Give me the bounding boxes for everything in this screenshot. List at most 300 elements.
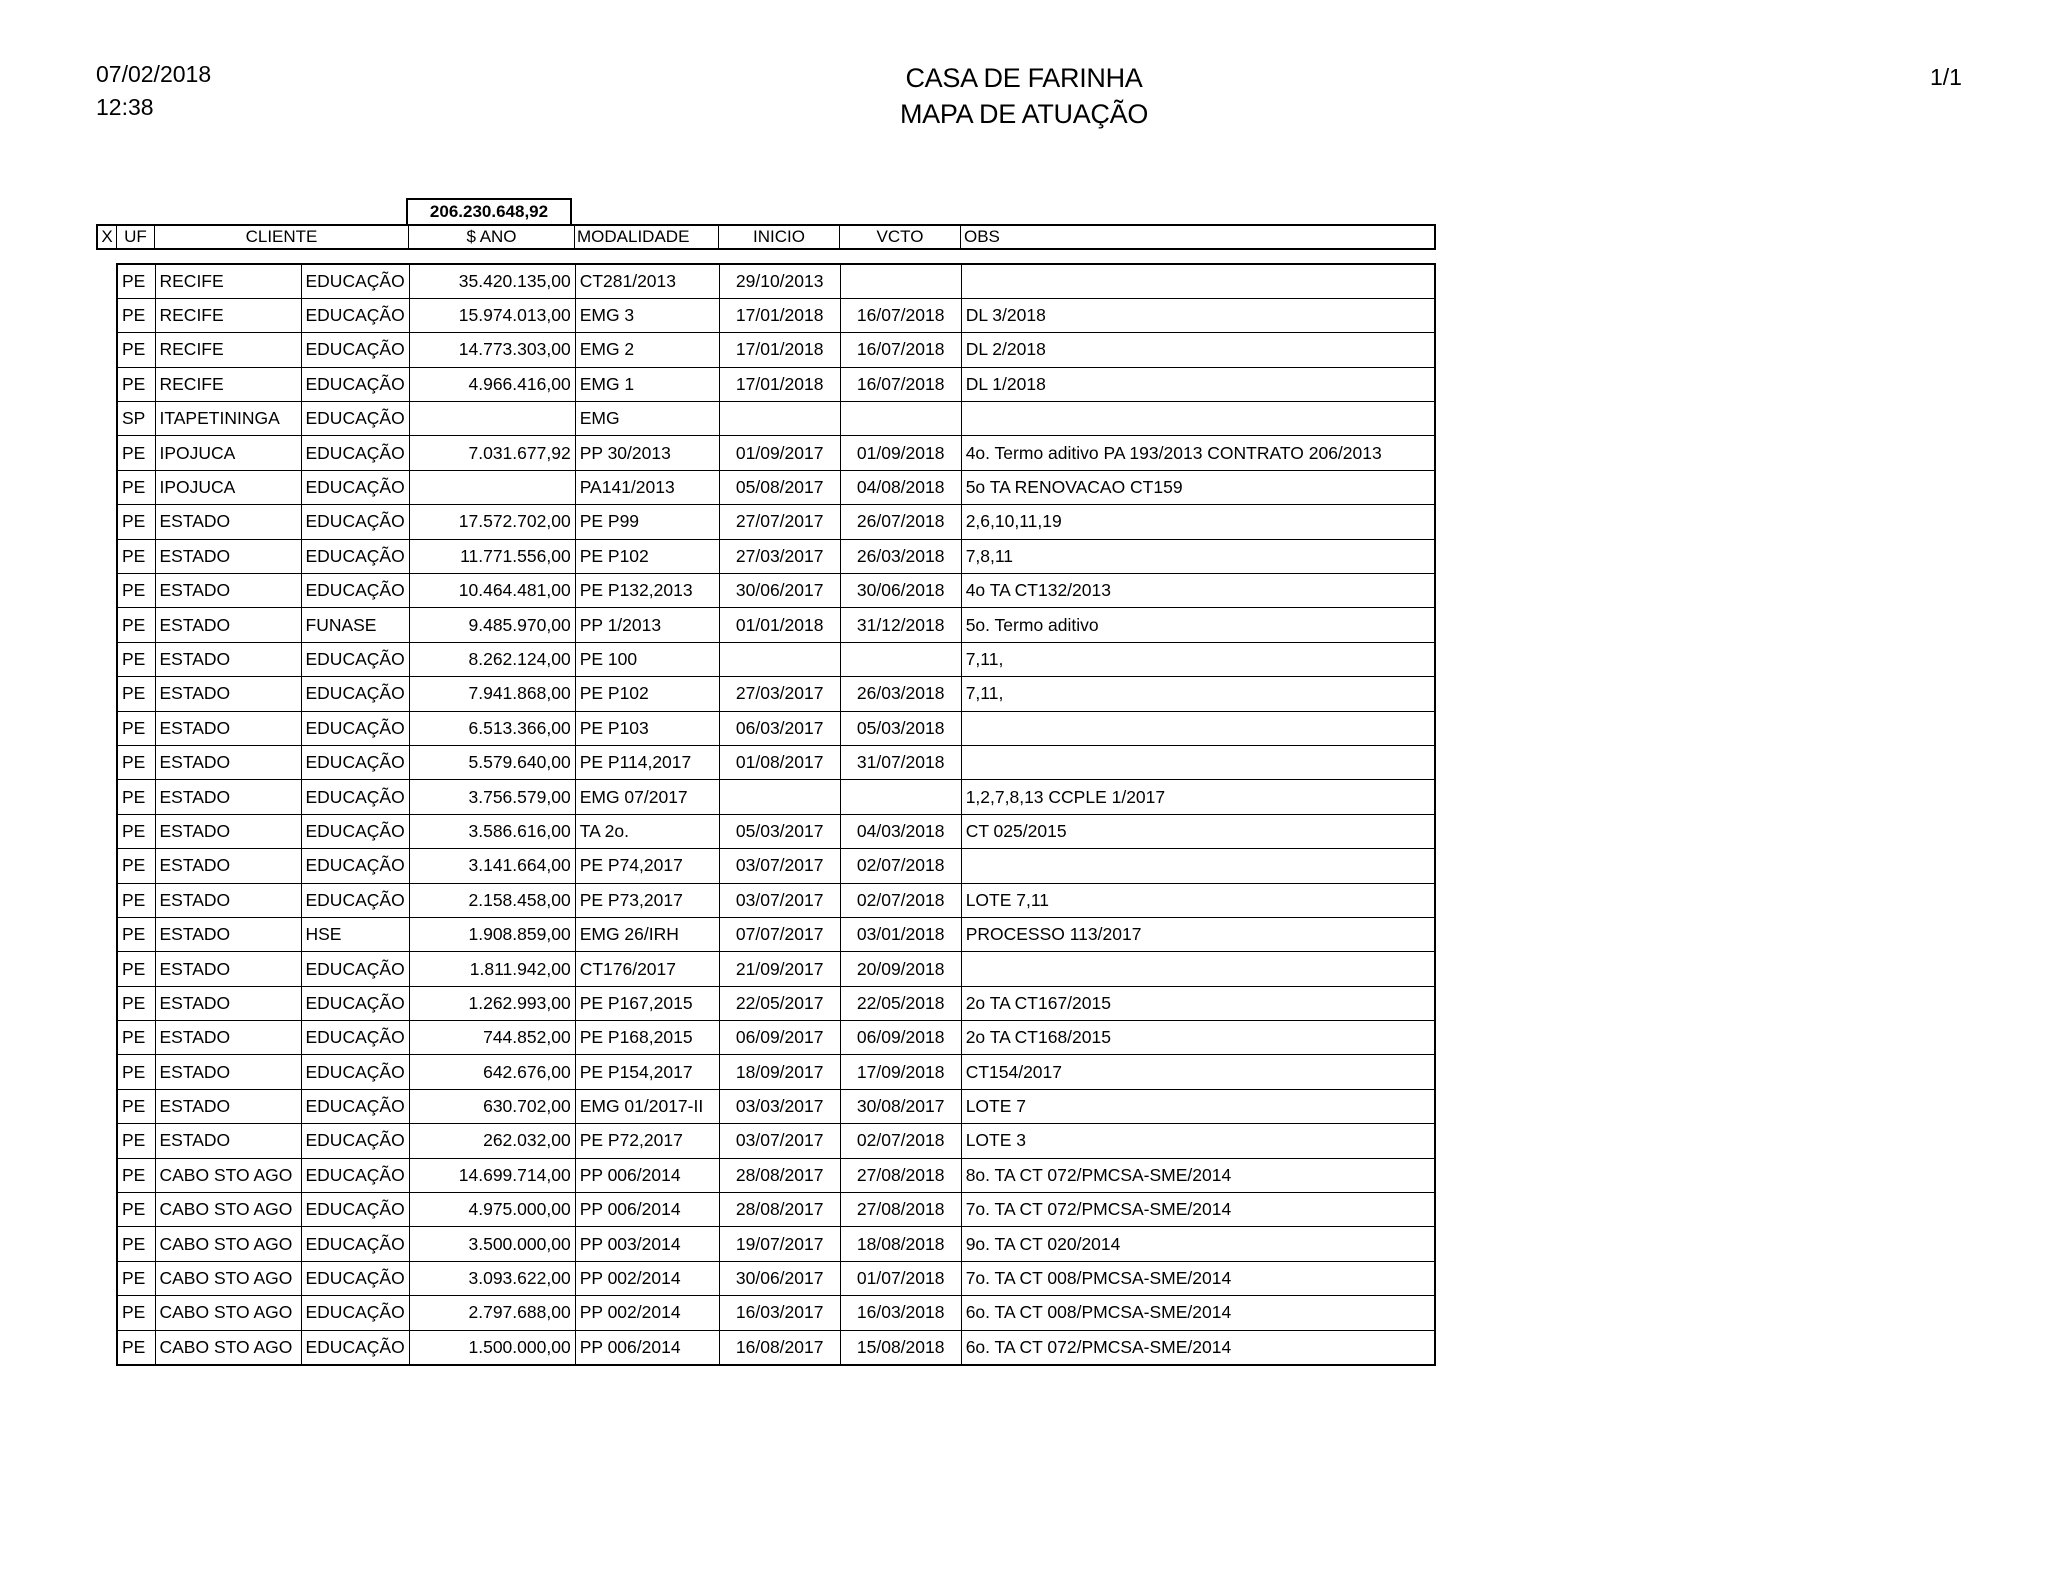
cell-vcto — [840, 402, 961, 436]
cell-uf: PE — [117, 814, 155, 848]
column-header-row — [96, 224, 1436, 250]
cell-obs: PROCESSO 113/2017 — [961, 917, 1435, 951]
cell-uf: PE — [117, 745, 155, 779]
cell-uf: PE — [117, 470, 155, 504]
cell-ano: 8.262.124,00 — [409, 642, 575, 676]
cell-uf: PE — [117, 1193, 155, 1227]
cell-inicio: 05/03/2017 — [719, 814, 840, 848]
cell-cliente: ESTADO — [155, 849, 301, 883]
cell-inicio: 30/06/2017 — [719, 574, 840, 608]
cell-vcto — [840, 780, 961, 814]
col-header-inicio: INICIO — [718, 226, 839, 248]
cell-inicio: 01/09/2017 — [719, 436, 840, 470]
atuacao-table — [116, 263, 1436, 1366]
table-row — [117, 264, 1435, 298]
cell-obs: DL 1/2018 — [961, 367, 1435, 401]
cell-ano: 14.773.303,00 — [409, 333, 575, 367]
cell-inicio: 01/08/2017 — [719, 745, 840, 779]
cell-modalidade: PE P132,2013 — [575, 574, 719, 608]
cell-modalidade: PP 002/2014 — [575, 1261, 719, 1295]
table-row — [117, 1055, 1435, 1089]
cell-ano: 35.420.135,00 — [409, 264, 575, 298]
cell-uf: PE — [117, 952, 155, 986]
cell-setor: EDUCAÇÃO — [301, 1296, 409, 1330]
cell-obs: 2,6,10,11,19 — [961, 505, 1435, 539]
cell-vcto: 26/07/2018 — [840, 505, 961, 539]
cell-vcto: 18/08/2018 — [840, 1227, 961, 1261]
cell-ano: 4.975.000,00 — [409, 1193, 575, 1227]
cell-vcto: 31/12/2018 — [840, 608, 961, 642]
cell-cliente: CABO STO AGO — [155, 1261, 301, 1295]
cell-modalidade: PP 003/2014 — [575, 1227, 719, 1261]
cell-modalidade: EMG 1 — [575, 367, 719, 401]
cell-uf: PE — [117, 1089, 155, 1123]
cell-vcto: 16/07/2018 — [840, 367, 961, 401]
cell-modalidade: PE P103 — [575, 711, 719, 745]
table-row — [117, 1330, 1435, 1364]
cell-setor: EDUCAÇÃO — [301, 952, 409, 986]
table-row — [117, 1021, 1435, 1055]
cell-vcto: 05/03/2018 — [840, 711, 961, 745]
cell-cliente: ESTADO — [155, 814, 301, 848]
cell-modalidade: PE P167,2015 — [575, 986, 719, 1020]
cell-setor: EDUCAÇÃO — [301, 505, 409, 539]
cell-ano: 2.797.688,00 — [409, 1296, 575, 1330]
cell-uf: PE — [117, 677, 155, 711]
col-header-modalidade: MODALIDADE — [574, 226, 718, 248]
cell-obs: LOTE 7 — [961, 1089, 1435, 1123]
cell-obs — [961, 745, 1435, 779]
cell-ano: 630.702,00 — [409, 1089, 575, 1123]
table-row — [117, 780, 1435, 814]
cell-vcto: 02/07/2018 — [840, 883, 961, 917]
cell-vcto: 04/08/2018 — [840, 470, 961, 504]
report-subtitle: MAPA DE ATUAÇÃO — [899, 99, 1149, 129]
cell-vcto: 17/09/2018 — [840, 1055, 961, 1089]
cell-inicio: 29/10/2013 — [719, 264, 840, 298]
table-row — [117, 986, 1435, 1020]
cell-cliente: ITAPETININGA — [155, 402, 301, 436]
cell-cliente: ESTADO — [155, 952, 301, 986]
cell-cliente: CABO STO AGO — [155, 1158, 301, 1192]
cell-ano: 1.262.993,00 — [409, 986, 575, 1020]
cell-cliente: CABO STO AGO — [155, 1296, 301, 1330]
cell-uf: PE — [117, 917, 155, 951]
cell-inicio: 07/07/2017 — [719, 917, 840, 951]
cell-modalidade: PP 006/2014 — [575, 1158, 719, 1192]
cell-obs: 7,11, — [961, 677, 1435, 711]
cell-obs: 4o. Termo aditivo PA 193/2013 CONTRATO 206/2013 — [961, 436, 1435, 470]
col-header-ano: $ ANO — [408, 226, 574, 248]
cell-setor: EDUCAÇÃO — [301, 574, 409, 608]
cell-inicio: 03/07/2017 — [719, 849, 840, 883]
cell-obs: 7o. TA CT 072/PMCSA-SME/2014 — [961, 1193, 1435, 1227]
cell-ano: 5.579.640,00 — [409, 745, 575, 779]
cell-inicio: 17/01/2018 — [719, 367, 840, 401]
cell-ano: 17.572.702,00 — [409, 505, 575, 539]
cell-modalidade: PP 1/2013 — [575, 608, 719, 642]
cell-modalidade: PE P72,2017 — [575, 1124, 719, 1158]
cell-inicio: 28/08/2017 — [719, 1158, 840, 1192]
table-row — [117, 883, 1435, 917]
report-time: 12:38 — [96, 94, 154, 120]
cell-inicio: 30/06/2017 — [719, 1261, 840, 1295]
cell-uf: PE — [117, 1296, 155, 1330]
cell-cliente: CABO STO AGO — [155, 1227, 301, 1261]
cell-uf: PE — [117, 711, 155, 745]
cell-inicio — [719, 402, 840, 436]
cell-inicio: 18/09/2017 — [719, 1055, 840, 1089]
table-row — [117, 814, 1435, 848]
cell-modalidade: EMG 01/2017-II — [575, 1089, 719, 1123]
cell-setor: EDUCAÇÃO — [301, 780, 409, 814]
cell-setor: EDUCAÇÃO — [301, 1330, 409, 1364]
cell-ano: 1.908.859,00 — [409, 917, 575, 951]
cell-modalidade: PE P73,2017 — [575, 883, 719, 917]
cell-cliente: ESTADO — [155, 677, 301, 711]
cell-modalidade: EMG 26/IRH — [575, 917, 719, 951]
cell-modalidade: PP 002/2014 — [575, 1296, 719, 1330]
table-row — [117, 298, 1435, 332]
cell-ano — [409, 402, 575, 436]
cell-obs: 6o. TA CT 072/PMCSA-SME/2014 — [961, 1330, 1435, 1364]
cell-ano: 6.513.366,00 — [409, 711, 575, 745]
cell-vcto: 02/07/2018 — [840, 849, 961, 883]
cell-vcto: 30/08/2017 — [840, 1089, 961, 1123]
cell-cliente: ESTADO — [155, 780, 301, 814]
cell-inicio: 22/05/2017 — [719, 986, 840, 1020]
cell-inicio — [719, 642, 840, 676]
cell-ano: 1.811.942,00 — [409, 952, 575, 986]
cell-ano: 3.756.579,00 — [409, 780, 575, 814]
cell-obs — [961, 264, 1435, 298]
cell-modalidade: PE 100 — [575, 642, 719, 676]
table-row — [117, 642, 1435, 676]
cell-vcto: 16/07/2018 — [840, 298, 961, 332]
cell-ano: 4.966.416,00 — [409, 367, 575, 401]
cell-inicio: 16/08/2017 — [719, 1330, 840, 1364]
cell-modalidade: PE P102 — [575, 677, 719, 711]
cell-inicio: 19/07/2017 — [719, 1227, 840, 1261]
cell-setor: EDUCAÇÃO — [301, 298, 409, 332]
cell-obs — [961, 711, 1435, 745]
col-header-cliente: CLIENTE — [154, 226, 408, 248]
cell-vcto: 15/08/2018 — [840, 1330, 961, 1364]
cell-uf: PE — [117, 539, 155, 573]
cell-uf: PE — [117, 505, 155, 539]
cell-inicio: 16/03/2017 — [719, 1296, 840, 1330]
cell-obs: 1,2,7,8,13 CCPLE 1/2017 — [961, 780, 1435, 814]
cell-cliente: IPOJUCA — [155, 436, 301, 470]
cell-obs: 9o. TA CT 020/2014 — [961, 1227, 1435, 1261]
cell-modalidade: EMG 07/2017 — [575, 780, 719, 814]
cell-inicio: 03/07/2017 — [719, 883, 840, 917]
cell-setor: HSE — [301, 917, 409, 951]
cell-cliente: ESTADO — [155, 1089, 301, 1123]
cell-obs: CT154/2017 — [961, 1055, 1435, 1089]
cell-setor: EDUCAÇÃO — [301, 986, 409, 1020]
cell-vcto: 02/07/2018 — [840, 1124, 961, 1158]
cell-ano: 3.586.616,00 — [409, 814, 575, 848]
cell-modalidade: PE P168,2015 — [575, 1021, 719, 1055]
table-row — [117, 1193, 1435, 1227]
total-annual-value: 206.230.648,92 — [406, 198, 572, 224]
cell-uf: PE — [117, 1055, 155, 1089]
cell-uf: PE — [117, 264, 155, 298]
col-header-uf: UF — [116, 226, 154, 248]
cell-obs: 2o TA CT168/2015 — [961, 1021, 1435, 1055]
cell-vcto: 01/07/2018 — [840, 1261, 961, 1295]
cell-setor: EDUCAÇÃO — [301, 745, 409, 779]
cell-vcto: 30/06/2018 — [840, 574, 961, 608]
cell-setor: EDUCAÇÃO — [301, 1193, 409, 1227]
cell-vcto: 31/07/2018 — [840, 745, 961, 779]
cell-ano: 642.676,00 — [409, 1055, 575, 1089]
cell-obs: LOTE 3 — [961, 1124, 1435, 1158]
col-header-obs: OBS — [960, 226, 1434, 248]
cell-obs: LOTE 7,11 — [961, 883, 1435, 917]
cell-setor: EDUCAÇÃO — [301, 539, 409, 573]
col-header-vcto: VCTO — [839, 226, 960, 248]
cell-cliente: ESTADO — [155, 642, 301, 676]
cell-cliente: ESTADO — [155, 608, 301, 642]
cell-uf: PE — [117, 1158, 155, 1192]
cell-ano: 3.141.664,00 — [409, 849, 575, 883]
cell-modalidade: CT281/2013 — [575, 264, 719, 298]
cell-modalidade: CT176/2017 — [575, 952, 719, 986]
cell-uf: PE — [117, 436, 155, 470]
table-row — [117, 1124, 1435, 1158]
cell-modalidade: EMG 3 — [575, 298, 719, 332]
cell-inicio: 06/03/2017 — [719, 711, 840, 745]
cell-inicio: 27/03/2017 — [719, 677, 840, 711]
cell-inicio: 03/03/2017 — [719, 1089, 840, 1123]
cell-setor: EDUCAÇÃO — [301, 814, 409, 848]
cell-uf: PE — [117, 1124, 155, 1158]
cell-obs: DL 3/2018 — [961, 298, 1435, 332]
cell-obs — [961, 952, 1435, 986]
cell-vcto — [840, 642, 961, 676]
cell-ano: 3.500.000,00 — [409, 1227, 575, 1261]
table-row — [117, 574, 1435, 608]
cell-vcto — [840, 264, 961, 298]
table-row — [117, 505, 1435, 539]
cell-obs — [961, 849, 1435, 883]
page-number: 1/1 — [1930, 64, 1962, 90]
cell-uf: PE — [117, 298, 155, 332]
cell-setor: EDUCAÇÃO — [301, 677, 409, 711]
cell-ano: 744.852,00 — [409, 1021, 575, 1055]
cell-ano: 15.974.013,00 — [409, 298, 575, 332]
cell-cliente: RECIFE — [155, 298, 301, 332]
table-row — [117, 367, 1435, 401]
cell-ano: 7.031.677,92 — [409, 436, 575, 470]
cell-cliente: ESTADO — [155, 917, 301, 951]
cell-cliente: ESTADO — [155, 574, 301, 608]
cell-modalidade: PA141/2013 — [575, 470, 719, 504]
table-row — [117, 436, 1435, 470]
cell-inicio: 06/09/2017 — [719, 1021, 840, 1055]
cell-ano — [409, 470, 575, 504]
cell-ano: 2.158.458,00 — [409, 883, 575, 917]
cell-setor: EDUCAÇÃO — [301, 849, 409, 883]
cell-ano: 14.699.714,00 — [409, 1158, 575, 1192]
cell-vcto: 27/08/2018 — [840, 1158, 961, 1192]
cell-setor: EDUCAÇÃO — [301, 436, 409, 470]
cell-obs: 4o TA CT132/2013 — [961, 574, 1435, 608]
cell-cliente: RECIFE — [155, 333, 301, 367]
cell-obs — [961, 402, 1435, 436]
cell-modalidade: PE P154,2017 — [575, 1055, 719, 1089]
cell-ano: 262.032,00 — [409, 1124, 575, 1158]
cell-obs: 7o. TA CT 008/PMCSA-SME/2014 — [961, 1261, 1435, 1295]
cell-vcto: 03/01/2018 — [840, 917, 961, 951]
table-row — [117, 1261, 1435, 1295]
table-row — [117, 470, 1435, 504]
cell-cliente: CABO STO AGO — [155, 1193, 301, 1227]
table-row — [117, 711, 1435, 745]
table-row — [117, 677, 1435, 711]
table-row — [117, 1158, 1435, 1192]
cell-ano: 1.500.000,00 — [409, 1330, 575, 1364]
cell-vcto: 26/03/2018 — [840, 677, 961, 711]
cell-modalidade: PE P114,2017 — [575, 745, 719, 779]
cell-setor: FUNASE — [301, 608, 409, 642]
cell-cliente: ESTADO — [155, 1124, 301, 1158]
cell-inicio: 27/07/2017 — [719, 505, 840, 539]
cell-cliente: ESTADO — [155, 539, 301, 573]
table-row — [117, 402, 1435, 436]
cell-vcto: 26/03/2018 — [840, 539, 961, 573]
cell-inicio: 17/01/2018 — [719, 333, 840, 367]
cell-cliente: RECIFE — [155, 264, 301, 298]
cell-cliente: RECIFE — [155, 367, 301, 401]
cell-modalidade: PP 006/2014 — [575, 1330, 719, 1364]
cell-obs: 5o. Termo aditivo — [961, 608, 1435, 642]
cell-uf: PE — [117, 1330, 155, 1364]
cell-uf: PE — [117, 367, 155, 401]
cell-obs: 5o TA RENOVACAO CT159 — [961, 470, 1435, 504]
table-row — [117, 333, 1435, 367]
cell-ano: 9.485.970,00 — [409, 608, 575, 642]
cell-setor: EDUCAÇÃO — [301, 1055, 409, 1089]
cell-obs: 8o. TA CT 072/PMCSA-SME/2014 — [961, 1158, 1435, 1192]
cell-setor: EDUCAÇÃO — [301, 264, 409, 298]
table-row — [117, 539, 1435, 573]
cell-setor: EDUCAÇÃO — [301, 402, 409, 436]
cell-obs: DL 2/2018 — [961, 333, 1435, 367]
cell-obs: 6o. TA CT 008/PMCSA-SME/2014 — [961, 1296, 1435, 1330]
cell-setor: EDUCAÇÃO — [301, 1158, 409, 1192]
cell-uf: PE — [117, 642, 155, 676]
cell-vcto: 16/07/2018 — [840, 333, 961, 367]
cell-vcto: 04/03/2018 — [840, 814, 961, 848]
cell-cliente: CABO STO AGO — [155, 1330, 301, 1364]
cell-modalidade: EMG — [575, 402, 719, 436]
cell-obs: 7,8,11 — [961, 539, 1435, 573]
cell-vcto: 20/09/2018 — [840, 952, 961, 986]
cell-cliente: ESTADO — [155, 745, 301, 779]
cell-modalidade: PP 006/2014 — [575, 1193, 719, 1227]
cell-vcto: 06/09/2018 — [840, 1021, 961, 1055]
cell-uf: PE — [117, 849, 155, 883]
cell-setor: EDUCAÇÃO — [301, 642, 409, 676]
cell-vcto: 27/08/2018 — [840, 1193, 961, 1227]
cell-cliente: ESTADO — [155, 711, 301, 745]
cell-cliente: ESTADO — [155, 1055, 301, 1089]
cell-ano: 7.941.868,00 — [409, 677, 575, 711]
cell-uf: PE — [117, 1021, 155, 1055]
cell-obs: 2o TA CT167/2015 — [961, 986, 1435, 1020]
cell-ano: 11.771.556,00 — [409, 539, 575, 573]
table-row — [117, 917, 1435, 951]
cell-setor: EDUCAÇÃO — [301, 1124, 409, 1158]
cell-modalidade: TA 2o. — [575, 814, 719, 848]
table-row — [117, 1227, 1435, 1261]
cell-cliente: ESTADO — [155, 986, 301, 1020]
cell-uf: PE — [117, 1261, 155, 1295]
table-row — [117, 952, 1435, 986]
cell-setor: EDUCAÇÃO — [301, 470, 409, 504]
cell-vcto: 22/05/2018 — [840, 986, 961, 1020]
cell-inicio: 17/01/2018 — [719, 298, 840, 332]
cell-inicio: 27/03/2017 — [719, 539, 840, 573]
cell-inicio: 03/07/2017 — [719, 1124, 840, 1158]
cell-setor: EDUCAÇÃO — [301, 1089, 409, 1123]
table-row — [117, 1089, 1435, 1123]
cell-ano: 10.464.481,00 — [409, 574, 575, 608]
cell-obs: CT 025/2015 — [961, 814, 1435, 848]
cell-modalidade: EMG 2 — [575, 333, 719, 367]
cell-modalidade: PE P102 — [575, 539, 719, 573]
cell-cliente: ESTADO — [155, 883, 301, 917]
cell-setor: EDUCAÇÃO — [301, 1261, 409, 1295]
cell-inicio — [719, 780, 840, 814]
cell-inicio: 28/08/2017 — [719, 1193, 840, 1227]
col-header-x: X — [101, 227, 113, 246]
cell-uf: PE — [117, 333, 155, 367]
cell-modalidade: PP 30/2013 — [575, 436, 719, 470]
cell-obs: 7,11, — [961, 642, 1435, 676]
cell-inicio: 01/01/2018 — [719, 608, 840, 642]
table-row — [117, 608, 1435, 642]
cell-modalidade: PE P74,2017 — [575, 849, 719, 883]
cell-modalidade: PE P99 — [575, 505, 719, 539]
cell-setor: EDUCAÇÃO — [301, 333, 409, 367]
cell-uf: PE — [117, 780, 155, 814]
report-date: 07/02/2018 — [96, 61, 212, 87]
cell-uf: PE — [117, 986, 155, 1020]
cell-setor: EDUCAÇÃO — [301, 711, 409, 745]
table-body — [117, 264, 1435, 1365]
report-title: CASA DE FARINHA — [905, 63, 1143, 93]
cell-setor: EDUCAÇÃO — [301, 1227, 409, 1261]
table-row — [117, 1296, 1435, 1330]
cell-uf: PE — [117, 1227, 155, 1261]
cell-uf: PE — [117, 608, 155, 642]
cell-inicio: 05/08/2017 — [719, 470, 840, 504]
cell-inicio: 21/09/2017 — [719, 952, 840, 986]
cell-setor: EDUCAÇÃO — [301, 1021, 409, 1055]
cell-cliente: ESTADO — [155, 1021, 301, 1055]
cell-uf: SP — [117, 402, 155, 436]
cell-uf: PE — [117, 883, 155, 917]
cell-ano: 3.093.622,00 — [409, 1261, 575, 1295]
table-row — [117, 849, 1435, 883]
cell-vcto: 16/03/2018 — [840, 1296, 961, 1330]
cell-cliente: IPOJUCA — [155, 470, 301, 504]
table-row — [117, 745, 1435, 779]
